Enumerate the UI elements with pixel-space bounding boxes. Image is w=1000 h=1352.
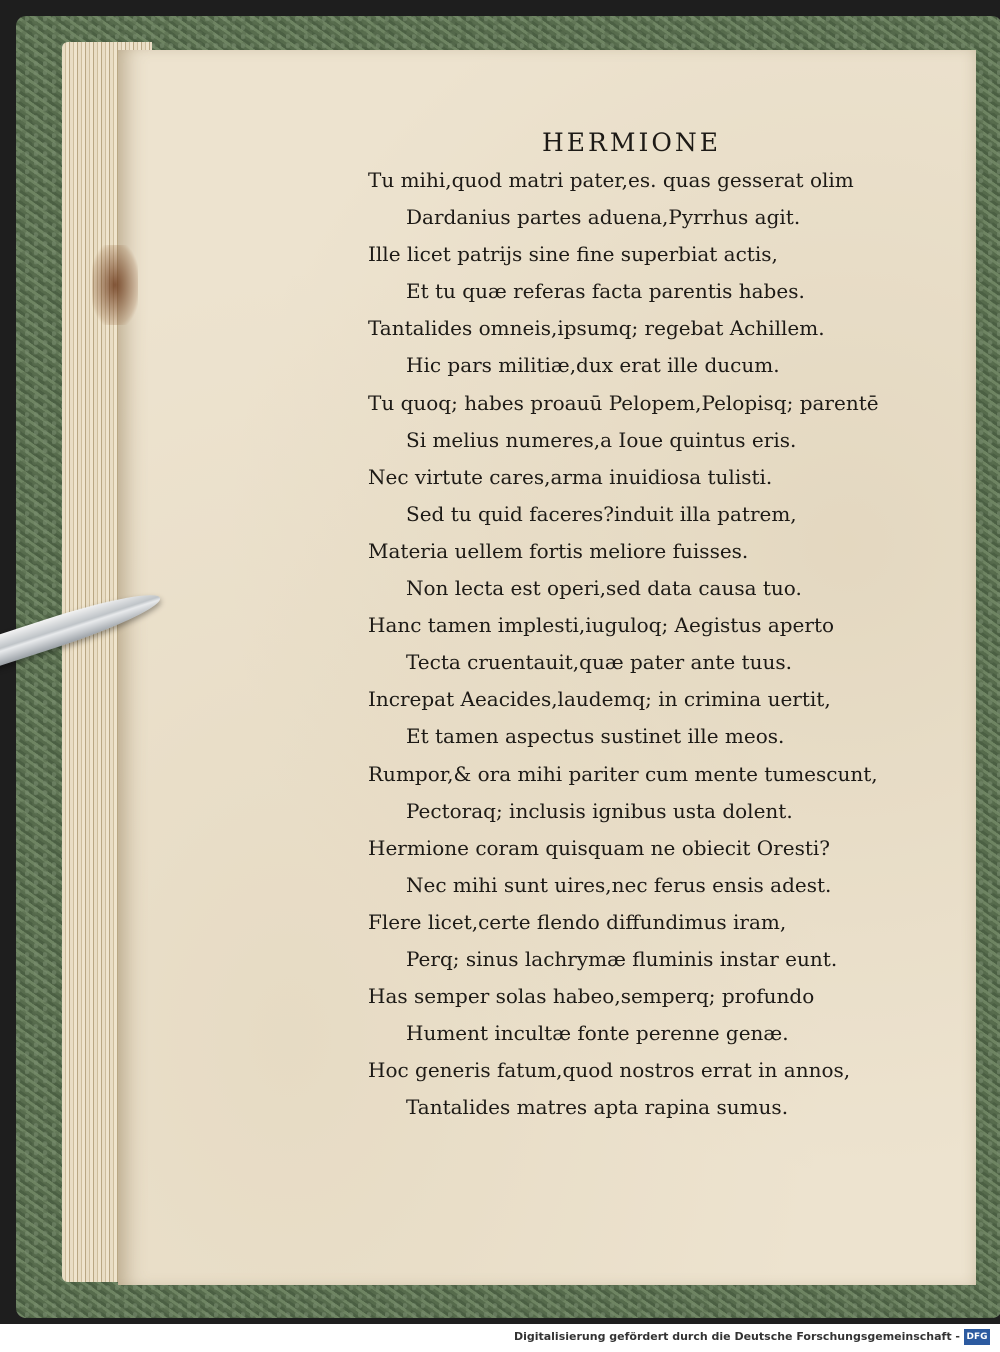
verse-line: Pectoraq; inclusis ignibus usta dolent. — [406, 798, 793, 823]
funding-credit: Digitalisierung gefördert durch die Deutsche Forschungsgemeinschaft - — [513, 1330, 960, 1343]
verse-line: Increpat Aeacides,laudemq; in crimina uertit, — [368, 687, 831, 712]
dfg-logo: DFG — [964, 1329, 990, 1345]
running-head: HERMIONE — [542, 128, 721, 157]
verse-line: Perq; sinus lachrymæ fluminis instar eunt. — [406, 946, 838, 971]
verse-line: Tantalides omneis,ipsumq; regebat Achillem. — [368, 316, 825, 341]
verse-line: Flere licet,certe flendo diffundimus iram, — [368, 909, 787, 934]
verse-line: Et tamen aspectus sustinet ille meos. — [406, 724, 785, 749]
verse-line: Ille licet patrijs sine fine superbiat actis, — [368, 242, 778, 267]
verse-line: Rumpor,& ora mihi pariter cum mente tumescunt, — [368, 761, 878, 786]
verse-line: Tu mihi,quod matri pater,es. quas gesserat olim — [368, 168, 854, 192]
verse-line: Hument incultæ fonte perenne genæ. — [406, 1021, 789, 1046]
verse-line: Si melius numeres,a Ioue quintus eris. — [406, 427, 797, 452]
verse-line: Hic pars militiæ,dux erat ille ducum. — [406, 353, 780, 378]
verse-line: Materia uellem fortis meliore fuisses. — [368, 538, 749, 563]
verse-line: Tantalides matres apta rapina sumus. — [406, 1095, 789, 1120]
page-text — [368, 124, 948, 1126]
footer-bar — [0, 1324, 1000, 1352]
verse-line: Dardanius partes aduena,Pyrrhus agit. — [406, 205, 801, 230]
verse-line: Et tu quæ referas facta parentis habes. — [406, 279, 805, 304]
page-stain — [92, 245, 138, 325]
verse-line: Nec mihi sunt uires,nec ferus ensis adest. — [406, 872, 832, 897]
verse-line: Nec virtute cares,arma inuidiosa tulisti. — [368, 464, 773, 489]
verse-line: Tu quoq; habes proauū Pelopem,Pelopisq; parentē — [368, 390, 879, 415]
verse-line: Sed tu quid faceres?induit illa patrem, — [406, 501, 797, 526]
verse-line: Hermione coram quisquam ne obiecit Oresti? — [368, 835, 830, 860]
verse-line: Tecta cruentauit,quæ pater ante tuus. — [406, 650, 792, 675]
verse-lines — [368, 162, 948, 1126]
verse-line: Hoc generis fatum,quod nostros errat in annos, — [368, 1058, 851, 1083]
verse-line: Has semper solas habeo,semperq; profundo — [368, 984, 815, 1009]
verse-line: Non lecta est operi,sed data causa tuo. — [406, 576, 802, 601]
verse-line: Hanc tamen implesti,iuguloq; Aegistus aperto — [368, 613, 835, 638]
